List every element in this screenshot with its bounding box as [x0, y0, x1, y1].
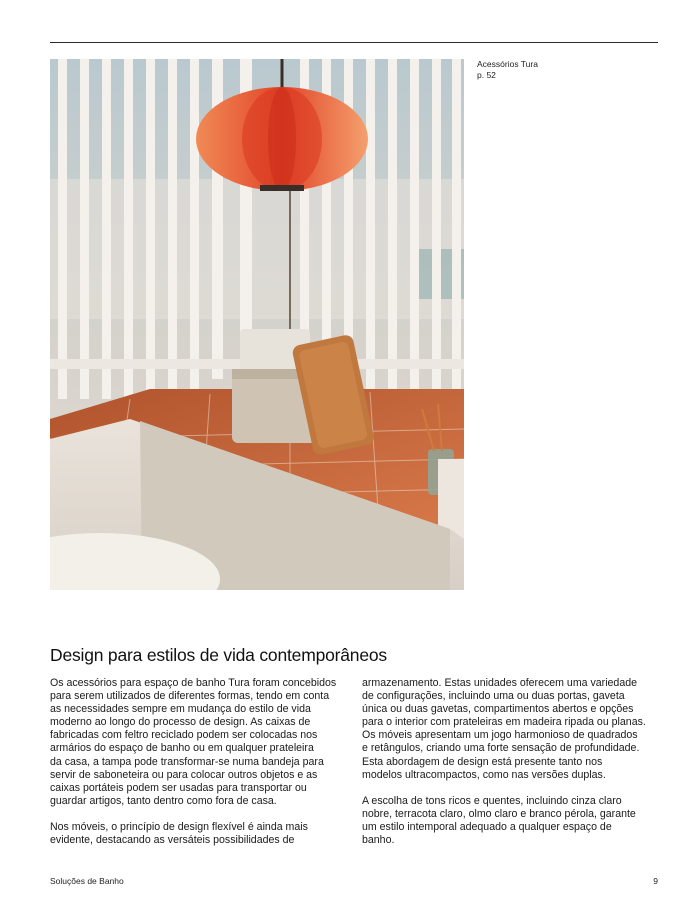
text-line: Os acessórios para espaço de banho Tura foram concebidos [50, 677, 337, 689]
text-line: modelos ultracompactos, como nas versões duplas. [362, 768, 606, 781]
text-line: de configurações, incluindo uma ou duas portas, gaveta [362, 690, 625, 703]
text-line: caixas portáteis podem ser usadas para transportar ou [50, 781, 307, 794]
text-line: Esta abordagem de design está presente tanto nos [362, 755, 603, 768]
paragraph [50, 677, 350, 808]
text-line: para serem utilizados de diferentes formas, tendo em conta [50, 690, 330, 703]
body-column-right [362, 677, 662, 860]
text-line: um estilo intemporal adequado a qualquer espaço de [362, 820, 612, 833]
text-line: A escolha de tons ricos e quentes, incluindo cinza claro [362, 794, 622, 807]
text-line: Nos móveis, o princípio de design flexível é ainda mais [50, 820, 308, 833]
text-line: e retângulos, criando uma forte sensação de profundidade. [362, 742, 640, 755]
text-line: evidente, destacando as versáteis possibilidades de [50, 834, 295, 847]
paragraph [362, 795, 662, 847]
body-column-left [50, 677, 350, 860]
footer-section-title: Soluções de Banho [50, 876, 124, 886]
text-line: armazenamento. Estas unidades oferecem uma variedade [362, 677, 638, 689]
caption-page-ref: p. 52 [477, 70, 496, 80]
text-line: armários do espaço de banho ou em qualquer prateleira [50, 742, 314, 755]
lifestyle-photo [50, 59, 464, 590]
paragraph [362, 677, 662, 782]
text-line: para o interior com prateleiras em madeira ripada ou planas. [362, 716, 646, 729]
text-line: da casa, a tampa pode transformar-se numa bandeja para [50, 755, 324, 768]
text-line: fabricadas com feltro reciclado podem ser colocadas nos [50, 729, 318, 742]
paragraph [50, 821, 350, 847]
top-divider [50, 42, 658, 43]
text-line: banho. [362, 834, 395, 847]
text-line: guardar artigos, tanto dentro como fora de casa. [50, 794, 277, 807]
section-heading: Design para estilos de vida contemporâneos [50, 645, 387, 665]
text-line: Os móveis apresentam um jogo harmonioso de quadrados [362, 729, 638, 742]
text-line: moderno ao longo do processo de design. As caixas de [50, 716, 311, 729]
page-number: 9 [653, 876, 658, 886]
photo-caption [477, 59, 538, 81]
text-line: as necessidades sempre em mudança do estilo de vida [50, 703, 311, 716]
text-line: servir de saboneteira ou para colocar outros objetos e as [50, 768, 318, 781]
text-line: única ou duas gavetas, compartimentos abertos e opções [362, 703, 634, 716]
text-line: nobre, terracota claro, olmo claro e branco pérola, garante [362, 807, 636, 820]
caption-title: Acessórios Tura [477, 59, 538, 69]
